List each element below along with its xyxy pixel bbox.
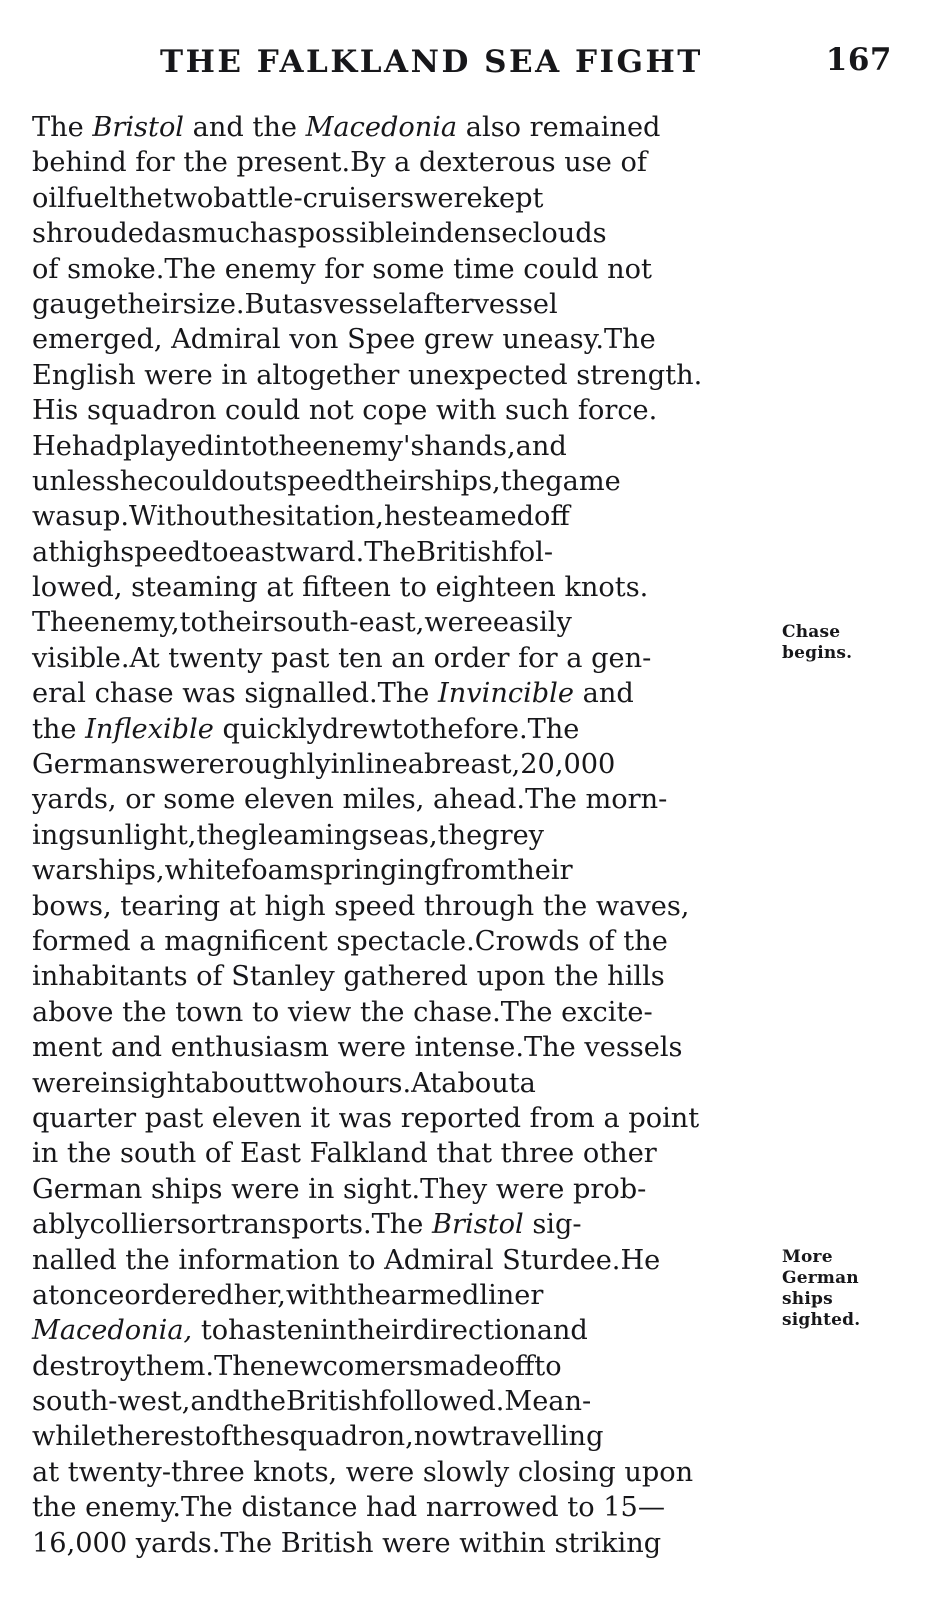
body-word: The morn- xyxy=(525,784,668,816)
body-word: sight xyxy=(126,1067,196,1099)
body-word: could xyxy=(153,465,229,497)
body-word: clouds xyxy=(517,218,607,250)
body-word: speed xyxy=(120,536,202,568)
body-word: English were in altogether unexpected strength. xyxy=(32,359,703,391)
body-word: The xyxy=(32,112,93,143)
body-word: of smoke. xyxy=(32,253,165,285)
body-word: to xyxy=(192,1315,229,1347)
body-word: their xyxy=(206,607,274,639)
body-word: in xyxy=(410,218,437,250)
body-word: and xyxy=(190,1386,242,1418)
body-word: to xyxy=(391,713,419,745)
body-word: as xyxy=(267,218,298,250)
body-word: ordered xyxy=(124,1279,234,1311)
body-word: The xyxy=(371,1209,433,1241)
body-word: in xyxy=(330,749,357,781)
body-line xyxy=(32,216,772,251)
body-line xyxy=(32,322,772,357)
body-word: followed. xyxy=(378,1386,505,1418)
body-word: British xyxy=(286,1386,379,1418)
body-word: inhabitants of Stanley gathered upon the hills xyxy=(32,961,665,993)
body-word: quickly xyxy=(213,713,322,745)
running-title: THE FALKLAND SEA FIGHT xyxy=(160,44,703,80)
body-word: high xyxy=(59,536,121,568)
body-word: her, xyxy=(233,1279,286,1311)
page-number: 167 xyxy=(825,42,892,78)
body-line xyxy=(32,570,772,605)
body-word: above the town to view the chase. xyxy=(32,996,501,1028)
body-word: warships, xyxy=(32,855,165,887)
body-word: the xyxy=(196,819,241,851)
marginal-note-more xyxy=(782,1247,932,1331)
body-word: springing xyxy=(309,855,442,887)
body-word: hesitation, xyxy=(238,501,384,533)
body-word: Inflexible xyxy=(85,713,214,745)
body-word: hasten xyxy=(228,1315,321,1347)
body-word: visible. xyxy=(32,642,130,674)
body-word: 20,000 xyxy=(520,749,616,781)
marginal-note-line: German xyxy=(782,1268,859,1288)
body-word: and xyxy=(536,1315,588,1347)
body-word: Mean- xyxy=(504,1386,592,1418)
body-word: enemy's xyxy=(312,430,425,462)
body-word: game xyxy=(545,465,621,497)
body-word: vessel xyxy=(323,288,408,320)
body-word: German ships were in sight. xyxy=(32,1173,421,1205)
body-line xyxy=(32,605,772,640)
body-word: about xyxy=(441,1067,520,1099)
body-line xyxy=(32,1349,772,1384)
body-word: By a dexterous use of xyxy=(350,147,647,179)
body-word: newcomers xyxy=(265,1350,424,1382)
body-word: to xyxy=(201,536,229,568)
body-word: kept xyxy=(482,182,544,214)
body-line xyxy=(32,959,772,994)
body-line xyxy=(32,889,772,924)
body-line xyxy=(32,429,772,464)
body-line xyxy=(32,1207,772,1242)
body-line xyxy=(32,252,772,287)
body-word: the xyxy=(241,1386,286,1418)
body-word: he xyxy=(119,465,154,497)
body-word: The xyxy=(604,324,656,356)
body-word: as xyxy=(292,288,324,320)
body-word: bows, tearing at high speed through the waves, xyxy=(32,890,690,922)
body-word: travelling xyxy=(470,1421,604,1453)
body-word: At twenty past ten an order for a gen- xyxy=(129,642,652,674)
body-line xyxy=(32,535,772,570)
body-word: were xyxy=(156,749,225,781)
body-word: once xyxy=(59,1279,125,1311)
body-word: while xyxy=(32,1421,107,1453)
body-word: The distance had narrowed to 15— xyxy=(181,1492,666,1524)
body-line xyxy=(32,676,772,711)
body-word: quarter past eleven it was reported from a point xyxy=(32,1102,700,1134)
body-word: Macedonia, xyxy=(32,1315,193,1347)
body-word: abreast, xyxy=(407,749,521,781)
body-line xyxy=(32,1490,772,1525)
body-line xyxy=(32,1172,772,1207)
body-word: Bristol xyxy=(92,112,185,143)
body-line xyxy=(32,818,772,853)
body-word: The excite- xyxy=(500,996,653,1028)
body-word: battle-cruisers xyxy=(213,182,415,214)
body-word: hands, xyxy=(424,430,516,462)
body-word: also remained xyxy=(457,112,661,143)
body-word: direction xyxy=(412,1315,537,1347)
body-word: he xyxy=(383,501,418,533)
body-word: lowed, steaming at fifteen to eighteen knots. xyxy=(32,572,649,604)
body-word: sig- xyxy=(523,1209,582,1241)
body-word: gauge xyxy=(32,288,117,320)
body-line xyxy=(32,1278,772,1313)
body-word: white xyxy=(164,855,242,887)
body-word: British xyxy=(415,536,509,568)
body-word: their xyxy=(346,1315,413,1347)
body-word: hours. xyxy=(324,1067,412,1099)
body-line xyxy=(32,393,772,428)
body-line xyxy=(32,712,772,747)
body-word: Crowds of the xyxy=(474,925,668,957)
marginal-note-line: sighted. xyxy=(782,1310,861,1330)
body-line xyxy=(32,1455,772,1490)
body-word: transports. xyxy=(219,1209,372,1241)
body-word: had xyxy=(71,430,123,462)
body-word: formed a magnificent spectacle. xyxy=(32,925,475,957)
body-word: was xyxy=(32,501,86,533)
body-word: foam xyxy=(241,855,310,887)
body-word: in xyxy=(100,1067,127,1099)
body-line xyxy=(32,1136,772,1171)
body-word: at twenty-three knots, were slowly closing upon xyxy=(32,1456,694,1488)
page-body xyxy=(0,110,950,1561)
body-word: Without xyxy=(129,501,239,533)
body-word: were xyxy=(414,182,483,214)
body-word: off xyxy=(534,501,570,533)
body-word: the xyxy=(32,713,86,745)
body-word: outspeed xyxy=(228,465,355,497)
body-line xyxy=(32,110,772,145)
body-word: at xyxy=(32,536,60,568)
body-word: oil xyxy=(32,182,66,214)
marginal-note-line: begins. xyxy=(782,643,853,663)
body-word: their xyxy=(506,855,573,887)
body-word: of xyxy=(204,1421,232,1453)
body-word: emerged, Admiral von Spee grew uneasy. xyxy=(32,324,604,356)
body-word: squadron, xyxy=(275,1421,414,1453)
body-word: eastward. xyxy=(228,536,365,568)
body-line xyxy=(32,747,772,782)
body-word: up. xyxy=(85,501,129,533)
body-word: yards, or some eleven miles, ahead. xyxy=(32,784,526,816)
body-word: The xyxy=(527,713,580,745)
body-word: 16,000 yards. xyxy=(32,1527,221,1559)
body-line xyxy=(32,1066,772,1101)
body-word: the xyxy=(418,713,464,745)
body-line xyxy=(32,1243,772,1278)
body-word: the xyxy=(267,430,313,462)
body-word: a xyxy=(519,1067,536,1099)
body-word: eral chase was signalled. xyxy=(32,678,378,710)
body-word: much xyxy=(191,218,268,250)
body-word: and the xyxy=(184,112,306,143)
body-word: nalled the information to Admiral Sturdee. xyxy=(32,1244,621,1276)
body-word: He xyxy=(32,430,72,462)
body-word: ships, xyxy=(420,465,501,497)
body-line xyxy=(32,181,772,216)
body-word: in xyxy=(320,1315,347,1347)
body-word: vessel xyxy=(473,288,558,320)
body-line xyxy=(32,1384,772,1419)
body-word: behind for the present. xyxy=(32,147,351,179)
body-word: armed xyxy=(390,1279,480,1311)
body-word: At xyxy=(411,1067,442,1099)
body-word: The xyxy=(214,1350,266,1382)
body-word: the xyxy=(231,1421,276,1453)
body-word: rest xyxy=(150,1421,205,1453)
body-line xyxy=(32,1313,772,1348)
body-word: in the south of East Falkland that three other xyxy=(32,1138,657,1170)
body-word: at xyxy=(32,1279,60,1311)
body-word: liner xyxy=(479,1279,544,1311)
body-word: the xyxy=(437,819,483,851)
body-word: were xyxy=(424,607,493,639)
body-word: about xyxy=(195,1067,274,1099)
body-line xyxy=(32,995,772,1030)
marginal-note-line: Chase xyxy=(782,622,841,642)
body-word: enemy, xyxy=(83,607,180,639)
body-line xyxy=(32,287,772,322)
body-word: The xyxy=(364,536,416,568)
body-word: His squadron could not cope with such force. xyxy=(32,395,658,427)
body-word: Invincible xyxy=(438,678,574,710)
body-word: into xyxy=(214,430,268,462)
body-word: the xyxy=(500,465,546,497)
body-word: as xyxy=(161,218,192,250)
body-line xyxy=(32,358,772,393)
body-word: The enemy for some time could not xyxy=(164,253,652,285)
marginal-note-chase xyxy=(782,622,932,664)
marginal-note-line: More xyxy=(782,1247,833,1267)
body-word: fuel xyxy=(65,182,119,214)
body-word: colliers xyxy=(89,1209,191,1241)
body-word: off xyxy=(498,1350,535,1382)
body-word: now xyxy=(413,1421,471,1453)
body-word: the xyxy=(118,182,163,214)
body-word: unless xyxy=(32,465,120,497)
body-line xyxy=(32,145,772,180)
body-word: fore. xyxy=(463,713,528,745)
body-word: the enemy. xyxy=(32,1492,182,1524)
body-word: seas, xyxy=(368,819,438,851)
body-word: The vessels xyxy=(524,1032,683,1064)
body-word: them. xyxy=(135,1350,215,1382)
body-word: drew xyxy=(321,713,392,745)
body-word: roughly xyxy=(224,749,331,781)
body-word: ably xyxy=(32,1209,90,1241)
body-word: south-east, xyxy=(273,607,425,639)
body-line xyxy=(32,1526,772,1561)
body-word: possible xyxy=(297,218,411,250)
body-word: grey xyxy=(482,819,545,851)
body-word: size. xyxy=(182,288,245,320)
body-word: their xyxy=(116,288,183,320)
body-word: with xyxy=(285,1279,347,1311)
body-line xyxy=(32,853,772,888)
body-text xyxy=(32,110,772,1561)
body-line xyxy=(32,1030,772,1065)
body-word: The xyxy=(377,678,439,710)
body-line xyxy=(32,924,772,959)
body-word: made xyxy=(423,1350,499,1382)
body-word: or xyxy=(190,1209,220,1241)
body-word: destroy xyxy=(32,1350,136,1382)
body-word: But xyxy=(244,288,293,320)
body-line xyxy=(32,1101,772,1136)
body-word: shrouded xyxy=(32,218,162,250)
body-word: were xyxy=(32,1067,101,1099)
body-word: the xyxy=(106,1421,151,1453)
body-word: Bristol xyxy=(432,1209,524,1241)
body-word: two xyxy=(273,1067,325,1099)
body-word: to xyxy=(534,1350,562,1382)
body-word: two xyxy=(162,182,214,214)
body-word: gleaming xyxy=(240,819,369,851)
body-line xyxy=(32,1419,772,1454)
body-word: after xyxy=(407,288,474,320)
body-word: ment and enthusiasm were intense. xyxy=(32,1032,524,1064)
body-word: and xyxy=(515,430,567,462)
body-word: sunlight, xyxy=(75,819,197,851)
body-word: their xyxy=(354,465,421,497)
body-word: to xyxy=(179,607,207,639)
body-word: Germans xyxy=(32,749,157,781)
body-line xyxy=(32,641,772,676)
body-word: They were prob- xyxy=(420,1173,647,1205)
body-word: The British were within striking xyxy=(220,1527,662,1559)
body-line xyxy=(32,499,772,534)
body-line xyxy=(32,464,772,499)
body-word: line xyxy=(356,749,408,781)
body-line xyxy=(32,782,772,817)
body-word: The xyxy=(32,607,84,639)
marginal-note-line: ships xyxy=(782,1289,833,1309)
page-header xyxy=(30,30,892,88)
body-word: ing xyxy=(32,819,76,851)
body-word: easily xyxy=(492,607,572,639)
body-word: He xyxy=(620,1244,661,1276)
body-word: fol- xyxy=(508,536,554,568)
body-word: and xyxy=(573,678,634,710)
body-word: south-west, xyxy=(32,1386,191,1418)
body-word: dense xyxy=(436,218,518,250)
body-word: the xyxy=(346,1279,391,1311)
body-word: steamed xyxy=(417,501,534,533)
body-word: played xyxy=(122,430,215,462)
body-word: from xyxy=(441,855,507,887)
body-word: Macedonia xyxy=(305,112,458,143)
